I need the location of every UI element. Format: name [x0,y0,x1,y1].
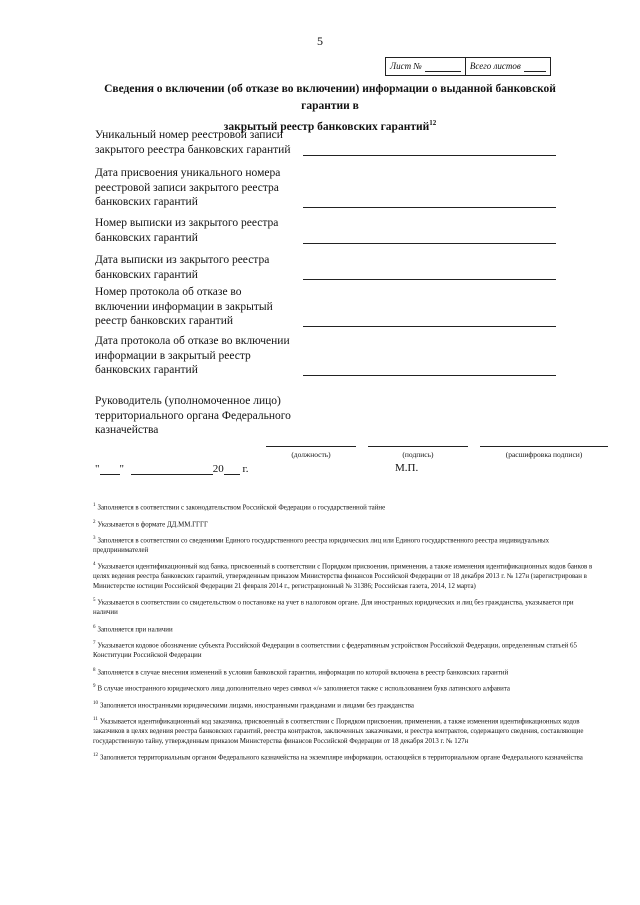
field-label-number-assignment-date: Дата присвоения уникального номера реестровой записи закрытого реестра банковских гарантий [95,167,281,208]
position-caption: (должность) [291,450,331,459]
footnote-text: Указывается идентификационный код банка, присвоенный в соответствии с Порядком присвоения, применения, а также изменения идентификационных кодов банков в целях ведения реестра банковских гарантий, утвержденным приказом Министерства финансов Российской Федерации от 18 декабря 2013 г. № 127н (зарегистрирован в Министерстве юстиции Российской Федерации 21 февраля 2014 г., регистрационный № 31386; Российская газета, 2014, 12 марта) [93,563,593,591]
footnote-text: Указывается в формате ДД.ММ.ГГГГ [97,520,208,528]
footnote-12 [93,751,593,763]
date-line [95,463,249,475]
total-sheets-cell [465,58,550,75]
footnote-3 [93,534,593,556]
footnote-number: 10 [93,700,98,706]
footnote-number: 9 [93,684,96,690]
footnote-text: Указывается в соответствии со свидетельством о постановке на учет в налоговом органе. Для иностранных юридических и лиц без гражданства, указывается при наличии [93,599,574,617]
field-line-extract-date[interactable] [303,279,556,280]
field-line-extract-number[interactable] [303,243,556,244]
signature-decoding-line[interactable] [480,446,608,447]
footnote-number: 11 [93,717,98,723]
field-line-refusal-protocol-date[interactable] [303,375,556,376]
footnote-text: Заполняется в соответствии с законодательством Российской Федерации о государственной тайне [97,504,386,512]
footnote-6 [93,623,593,635]
footnote-number: 5 [93,598,96,604]
footnote-text: Указывается идентификационный код заказчика, присвоенный в соответствии с Порядком присвоения, применения, а также изменения идентификационных кодов заказчиков в целях ведения реестра банковских гарантий, реестра контрактов, заключенных заказчиками, и реестра контрактов, содержащего сведения, составляющие государственную тайну, утвержденным приказом Министерства финансов Российской Федерации от 18 декабря 2013 г. № 127н [93,718,584,746]
signature-caption: (подпись) [402,450,434,459]
field-label-registry-record-number: Уникальный номер реестровой записи закрытого реестра банковских гарантий [95,129,291,156]
title-footnote-ref: 12 [429,119,437,127]
footnote-text: Заполняется в соответствии со сведениями Единого государственного реестра юридических лиц или Единого государственного реестра индивидуальных предпринимателей [93,537,550,555]
footnotes [93,501,593,768]
position-line[interactable] [266,446,356,447]
footnote-number: 8 [93,667,96,673]
footnote-9 [93,682,593,694]
sheet-number-cell [386,58,465,75]
sheet-number-blank[interactable] [425,61,461,72]
footnote-number: 2 [93,519,96,525]
sheet-number-label: Лист № [390,61,422,71]
date-open-quote: " [95,463,100,475]
field-line-refusal-protocol-number[interactable] [303,326,556,327]
footnote-text: В случае иностранного юридического лица дополнительно через символ «/» заполняется также с использованием букв латинского алфавита [97,685,510,693]
total-sheets-blank[interactable] [524,61,546,72]
signatory-label: Руководитель (уполномоченное лицо) территориального органа Федерального казначейства [95,395,291,436]
footnote-text: Заполняется территориальным органом Федерального казначейства на экземпляре информации, остающейся в территориальном органе Федерального казначейства [100,754,583,762]
footnote-number: 4 [93,562,96,568]
footnote-8 [93,666,593,678]
footnote-number: 12 [93,753,98,759]
signature-line[interactable] [368,446,468,447]
signature-decoding-caption: (расшифровка подписи) [505,450,583,459]
footnote-7 [93,639,593,661]
field-label-extract-date: Дата выписки из закрытого реестра банковских гарантий [95,254,270,281]
footnote-text: Заполняется в случае внесения изменений в условия банковской гарантии, информация по которой включена в реестр банковских гарантий [97,668,509,676]
footnote-1 [93,501,593,513]
footnote-11 [93,715,593,746]
total-sheets-label: Всего листов [469,61,521,71]
field-label-refusal-protocol-date: Дата протокола об отказе во включении информации в закрытый реестр банковских гарантий [95,335,290,376]
footnote-5 [93,596,593,618]
footnote-4 [93,560,593,591]
footnote-number: 1 [93,503,96,508]
footnote-2 [93,518,593,530]
footnote-text: Заполняется иностранными юридическими лицами, иностранными гражданами и лицами без гражданства [100,702,414,710]
footnote-number: 3 [93,536,96,542]
footnote-text: Указывается кодовое обозначение субъекта Российской Федерации в соответствии с федеративным устройством Российской Федерации, определенным статьей 65 Конституции Российской Федерации [93,642,577,660]
year-blank[interactable] [224,463,240,475]
year-suffix: г. [242,463,249,475]
field-label-refusal-protocol-number: Номер протокола об отказе во включении информации в закрытый реестр банковских гарантий [95,286,273,327]
stamp-placeholder: М.П. [395,462,419,474]
footnote-text: Заполняется при наличии [97,626,173,634]
title-line-2: закрытый реестр банковских гарантий [223,120,430,133]
field-line-number-assignment-date[interactable] [303,207,556,208]
year-prefix: 20 [212,463,224,475]
page-number: 5 [317,34,323,48]
title-line-1: Сведения о включении (об отказе во включении) информации о выданной банковской гарантии в [104,83,556,112]
day-blank[interactable] [100,463,120,475]
footnote-number: 7 [93,641,96,647]
footnote-10 [93,699,593,711]
month-blank[interactable] [131,463,213,475]
field-label-extract-number: Номер выписки из закрытого реестра банковских гарантий [95,217,279,244]
footnote-number: 6 [93,624,96,630]
field-line-registry-record-number[interactable] [303,155,556,156]
date-close-quote: " [119,463,124,475]
sheet-info-box [385,57,551,76]
